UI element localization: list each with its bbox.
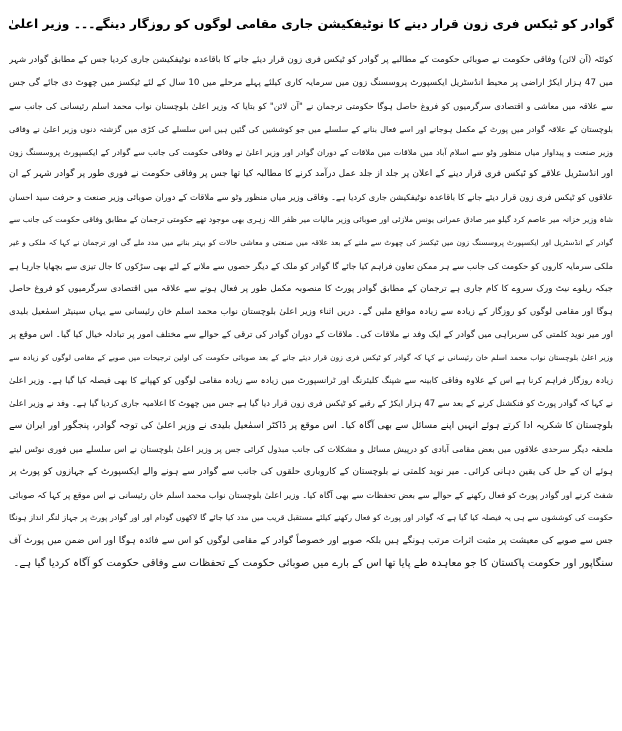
article-line: شفٹ کرنے اور گوادر پورٹ کو فعال رکھنے کے حوالے سے بعض تحفظات سے بھی آگاہ کیا۔ وزیر اعلیٰ بلوچستان نواب محمد اسلم خان رئیسانی نے اس موقع پر کہا کہ صوبائی — [9, 489, 613, 500]
article-line: بلوچستان کا شکریہ ادا کرتے ہوئے انہیں اپنے مسائل سے بھی آگاہ کیا۔ اس موقع پر ڈاکٹر اسمٰعیل بلیدی نے وزیر اعلیٰ کی توجہ گوادر، پنجگور اور ایران سے — [9, 420, 613, 432]
article-line: سنگاپور اور حکومت پاکستان کا جو معاہدہ طے پایا تھا اس کے بارے میں صوبائی حکومت کے تحفظات سے وفاقی حکومت کو آگاہ کردیا گیا ہے۔ — [13, 557, 613, 569]
article-line: جس سے صوبے کی معیشت پر مثبت اثرات مرتب ہونگے ہیں بلکہ صوبے اور خصوصاً گوادر کے مقامی لوگوں کو اس سے فائدہ ہوگا اور اس ضمن میں پورٹ آف — [9, 535, 613, 546]
article-line: زیادہ روزگار فراہم کرنا ہے اس کے علاوہ وفاقی کابینہ سے شپنگ کلیئرنگ اور ٹرانسپورٹ میں زیادہ سے زیادہ مقامی لوگوں کو کھپانے کا بھی فیصلہ کیا گیا ہے۔ وزیر اعلیٰ — [9, 375, 613, 386]
article-line: اور میر نوید کلمتی کی سربراہی میں گوادر کے ایک وفد نے ملاقات کی۔ ملاقات کے دوران گوادر کی ترقی کے حوالے سے مختلف امور پر تبادلہ خیال کیا گیا۔ اس موقع پر — [9, 329, 613, 340]
article-line: ہوئے ان کے حل کی یقین دہانی کرائی۔ میر نوید کلمتی نے بلوچستان کے کاروباری حلقوں کی جانب سے گوادر سے ہونے والے ایکسپورٹ کے جہازوں کو پورٹ پر — [9, 467, 613, 478]
article-line: وزیر صنعت و پیداوار میاں منظور وٹو سے اسلام آباد میں ملاقات میں ملاقات کے دوران گوادر اور وزیر اعلیٰ نے وفاقی حکومت کی جانب سے گوادر کے ایکسپورٹ پروسسنگ زون — [9, 146, 613, 157]
article-line: سے علاقہ میں معاشی و اقتصادی سرگرمیوں کو فروغ حاصل ہوگا حکومتی ترجمان نے "آن لائن" کو بتایا کہ وزیر اعلیٰ بلوچستان نواب محمد اسلم رئیسانی کی جانب سے — [9, 100, 613, 111]
article-line: حکومت کی کوششوں سے ہی یہ فیصلہ کیا گیا ہے کہ گوادر اور پورٹ کو فعال رکھنے کیلئے مستقبل قریب میں مدد کیا جائے گا لاکھوں گودام اور اور گوادر پورٹ پر جہاز لنگر انداز ہونگا — [9, 512, 613, 522]
article-line: جبکہ ریلوے نیٹ ورک سروے کا کام جاری ہے ترجمان کے مطابق گوادر پورٹ کا منصوبہ مکمل طور پر فعال ہونے سے علاقہ میں اقتصادی سرگرمیوں کو فروغ حاصل — [9, 283, 613, 294]
article-line: نے کہا کہ گوادر پورٹ کو فنکشنل کرنے کے بعد سے 47 ہزار ایکڑ کے رقبے کو ٹیکس فری زون قرار دیا گیا ہے جس میں چھوٹ کا اعلامیہ جاری کردیا گیا ہے۔ وفد نے وزیر اعلیٰ — [9, 398, 613, 409]
article-line: کوئٹہ (آن لائن) وفاقی حکومت نے صوبائی حکومت کے مطالبے پر گوادر کو ٹیکس فری زون قرار دیئے جانے کا باقاعدہ نوٹیفکیشن جاری کردیا جس کے مطابق گوادر شہر — [9, 55, 613, 65]
article-line: گوادر کے انڈسٹریل اور ایکسپورٹ پروسسنگ زون میں ٹیکسز کی چھوٹ سے ملنے کے بعد علاقہ میں صنعتی و معاشی حالات کو بہتر بنانے میں مدد ملے گی اور ترجمان نے کہا کہ ملکی و غیر — [9, 238, 613, 248]
article-line: اور انڈسٹریل علاقے کو ٹیکس فری قرار دینے کے اعلان پر جلد از جلد عمل درآمد کرنے کا مطالبہ کیا تھا جس پر وفاقی حکومت نے فوری طور پر گوادر شہر کے ان — [9, 169, 613, 180]
article-body — [5, 49, 617, 575]
article-line: علاقوں کو ٹیکس فری زون قرار دیئے جانے کا باقاعدہ نوٹیفکیشن جاری کردیا ہے۔ وفاقی وزیر میاں منظور وٹو سے ملاقات کے دوران صوبائی وزیر صنعت و حرفت سید احسان — [9, 192, 613, 203]
article-line: میں 47 ہزار ایکڑ اراضی پر محیط انڈسٹریل ایکسپورٹ پروسسنگ زون میں سرمایہ کاری کیلئے پہلے مرحلے میں 10 سال کے لئے ٹیکسز میں چھوٹ دی جائے گی جس — [9, 77, 613, 88]
newspaper-clipping — [5, 5, 617, 721]
article-line: بلوچستان کے علاقہ گوادر میں پورٹ کے مکمل ہوجانے اور اسے فعال بنانے کے سلسلے میں جو کوششیں کی گئیں ہیں اس سلسلے کی کڑی میں گزشتہ دنوں وزیر اعلیٰ نے وفاقی — [9, 123, 613, 134]
headline: گوادر کو ٹیکس فری زون قرار دینے کا نوٹیفکیشن جاری مقامی لوگوں کو روزگار دینگے۔۔۔ وزیر اعلیٰ — [8, 17, 614, 31]
article-line: ملحقہ دیگر سرحدی علاقوں میں بعض مقامی آبادی کو درپیش مسائل و مشکلات کی جانب مبذول کرائی جس پر وزیر اعلیٰ بلوچستان نے اس سلسلے میں فوری نوٹس لیتے — [9, 444, 613, 455]
article-line: ملکی سرمایہ کاروں کو حکومت کی جانب سے ہر ممکن تعاون فراہم کیا جائے گا گوادر کو ملک کے دیگر حصوں سے ملانے کے لئے بھی سڑکوں کا جال تیزی سے بچھایا جارہا ہے — [9, 261, 613, 272]
article-line: ہوگا اور مقامی لوگوں کو روزگار کے زیادہ سے زیادہ مواقع ملیں گے۔ دریں اثناء وزیر اعلیٰ بلوچستان نواب محمد اسلم خان رئیسانی سے یہاں سینیٹر اسمٰعیل بلیدی — [9, 306, 613, 317]
article-line: شاہ وزیر خزانہ میر عاصم کرد گیلو میر صادق عمرانی یونس ملازئی اور صوبائی وزیر مالیات میر ظفر اللہ زہری بھی موجود تھے حکومتی ترجمان کے مطابق وفاقی حکومت کی جانب سے — [9, 215, 613, 225]
article-line: وزیر اعلیٰ بلوچستان نواب محمد اسلم خان رئیسانی نے کہا کہ گوادر کو ٹیکس فری زون قرار دیئے جانے کے بعد صوبائی حکومت کی اولین ترجیحات میں صوبے کے مقامی لوگوں کو زیادہ سے — [9, 352, 613, 362]
